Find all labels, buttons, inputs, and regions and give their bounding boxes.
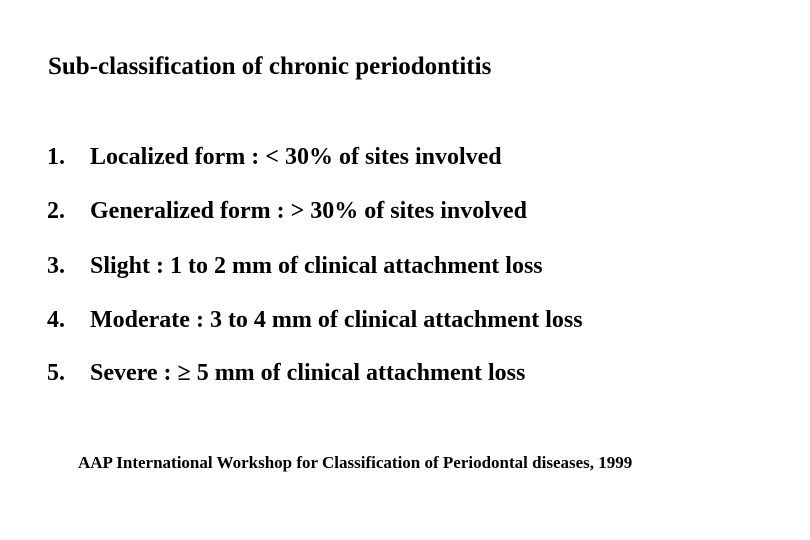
list-item [47,144,502,171]
slide-title: Sub-classification of chronic periodontitis [48,53,492,80]
list-item [47,360,525,387]
list-item-text: Moderate : 3 to 4 mm of clinical attachment loss [90,307,583,333]
list-item-text: Slight : 1 to 2 mm of clinical attachment loss [90,253,543,279]
list-item-number: 2. [47,198,65,224]
list-item-number: 5. [47,360,65,386]
list-item [47,307,583,334]
list-item-number: 4. [47,307,65,333]
citation: AAP International Workshop for Classification of Periodontal diseases, 1999 [78,453,633,472]
list-item-number: 1. [47,144,65,170]
list-item-text: Localized form : < 30% of sites involved [90,144,502,170]
list-item [47,198,527,225]
list-item [47,253,543,280]
list-item-text: Severe : ≥ 5 mm of clinical attachment loss [90,360,526,386]
list-item-text: Generalized form : > 30% of sites involved [90,198,527,224]
list-item-number: 3. [47,253,65,279]
